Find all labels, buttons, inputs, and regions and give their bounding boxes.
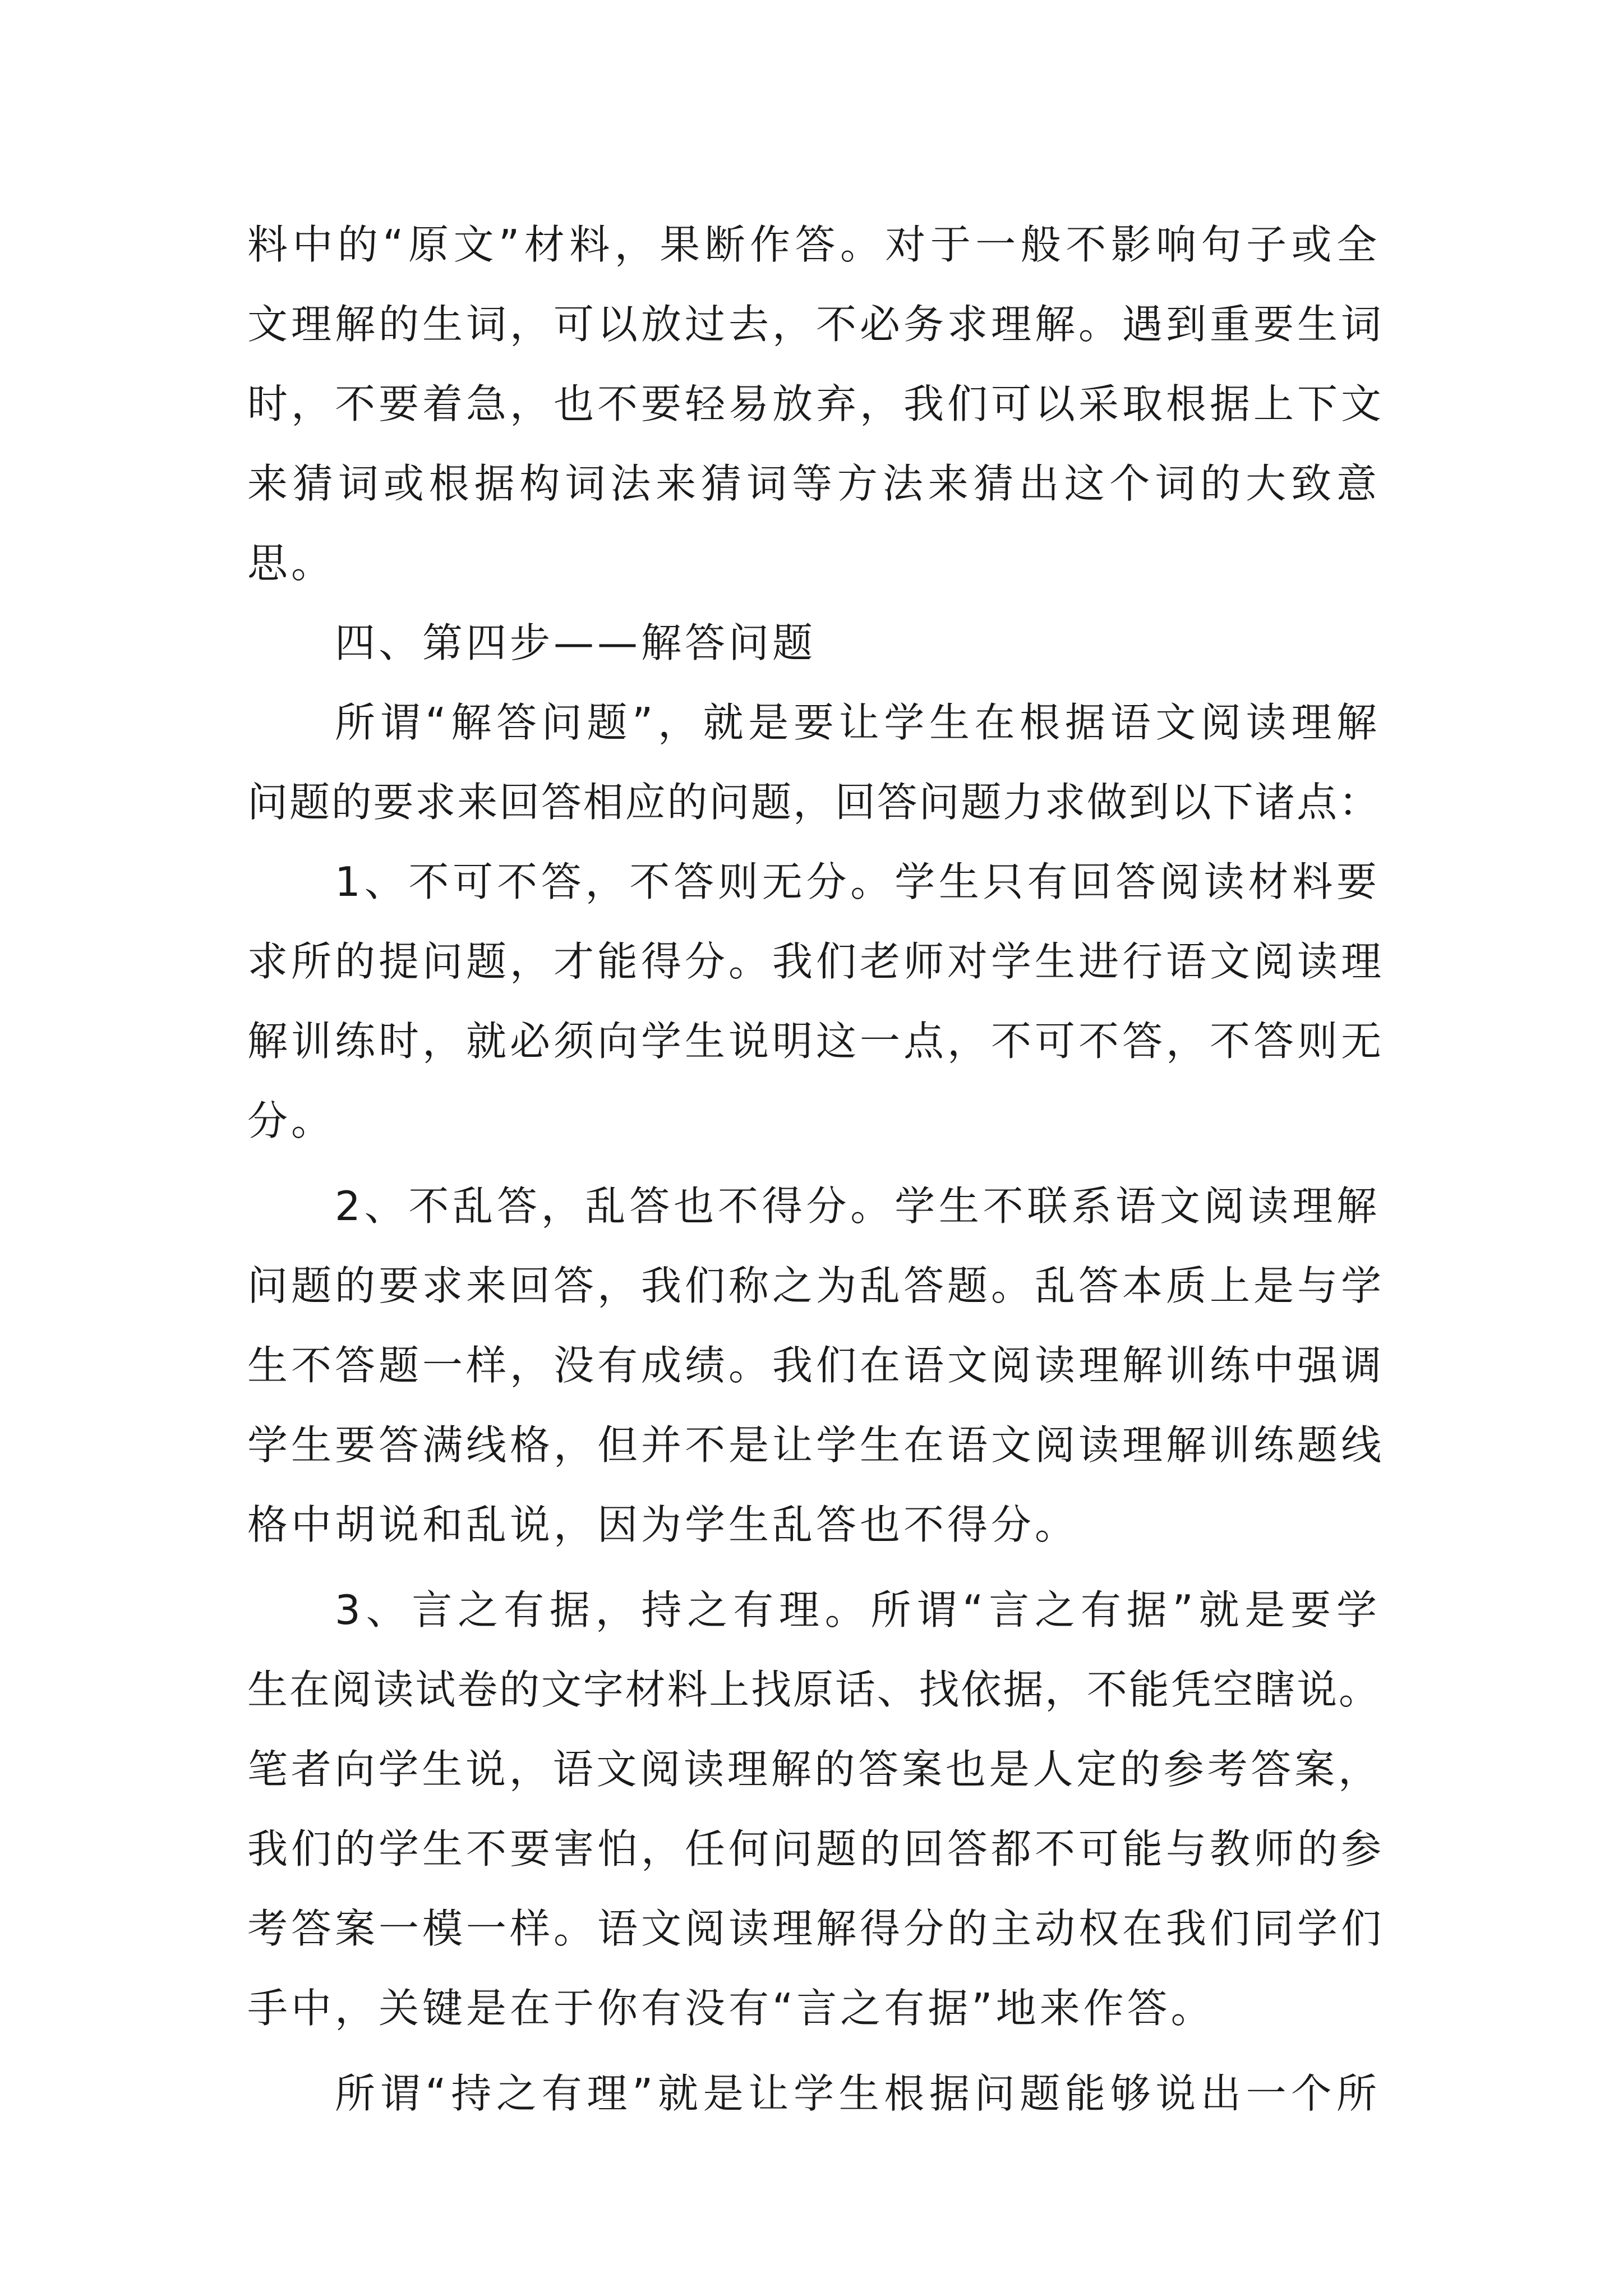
text-line: 时，不要着急，也不要轻易放弃，我们可以采取根据上下文 bbox=[247, 380, 1385, 427]
text-line: 分。 bbox=[247, 1097, 335, 1144]
text-line: 文理解的生词，可以放过去，不必务求理解。遇到重要生词 bbox=[247, 301, 1385, 348]
heading-text: 四、第四步——解答问题 bbox=[335, 619, 817, 666]
text-line: 问题的要求来回答，我们称之为乱答题。乱答本质上是与学 bbox=[247, 1262, 1385, 1309]
text-line: 生不答题一样，没有成绩。我们在语文阅读理解训练中强调 bbox=[247, 1342, 1385, 1389]
body-text bbox=[247, 205, 1385, 2133]
text-line: 学生要答满线格，但并不是让学生在语文阅读理解训练题线 bbox=[247, 1421, 1385, 1469]
paragraph-intro bbox=[247, 683, 1380, 842]
text-line: 我们的学生不要害怕，任何问题的回答都不可能与教师的参 bbox=[247, 1825, 1385, 1872]
text-line: 2、不乱答，乱答也不得分。学生不联系语文阅读理解 bbox=[335, 1182, 1380, 1230]
text-line: 解训练时，就必须向学生说明这一点，不可不答，不答则无 bbox=[247, 1018, 1385, 1065]
text-line: 求所的提问题，才能得分。我们老师对学生进行语文阅读理 bbox=[247, 938, 1385, 985]
text-line: 格中胡说和乱说，因为学生乱答也不得分。 bbox=[247, 1501, 1079, 1548]
text-line: 问题的要求来回答相应的问题，回答问题力求做到以下诸点： bbox=[247, 779, 1380, 826]
paragraph-continuation bbox=[247, 205, 1385, 603]
paragraph-reason bbox=[247, 2054, 1380, 2133]
text-line: 所谓“解答问题”，就是要让学生在根据语文阅读理解 bbox=[335, 699, 1380, 746]
text-line: 生在阅读试卷的文字材料上找原话、找依据，不能凭空瞎说。 bbox=[247, 1666, 1380, 1713]
text-line: 手中，关键是在于你有没有“言之有据”地来作答。 bbox=[247, 1985, 1215, 2032]
paragraph-point-1 bbox=[247, 842, 1385, 1161]
text-line: 思。 bbox=[247, 540, 335, 587]
text-line: 3、言之有据，持之有理。所谓“言之有据”就是要学 bbox=[335, 1586, 1380, 1634]
text-line: 来猜词或根据构词法来猜词等方法来猜出这个词的大致意 bbox=[247, 460, 1380, 507]
text-line: 所谓“持之有理”就是让学生根据问题能够说出一个所 bbox=[335, 2070, 1380, 2117]
text-line: 考答案一模一样。语文阅读理解得分的主动权在我们同学们 bbox=[247, 1905, 1385, 1952]
text-line: 1、不可不答，不答则无分。学生只有回答阅读材料要 bbox=[335, 858, 1380, 905]
paragraph-point-2 bbox=[247, 1166, 1385, 1565]
section-heading bbox=[247, 603, 1380, 683]
text-line: 笔者向学生说，语文阅读理解的答案也是人定的参考答案， bbox=[247, 1746, 1380, 1793]
paragraph-point-3 bbox=[247, 1570, 1385, 2048]
text-line: 料中的“原文”材料，果断作答。对于一般不影响句子或全 bbox=[247, 221, 1380, 268]
